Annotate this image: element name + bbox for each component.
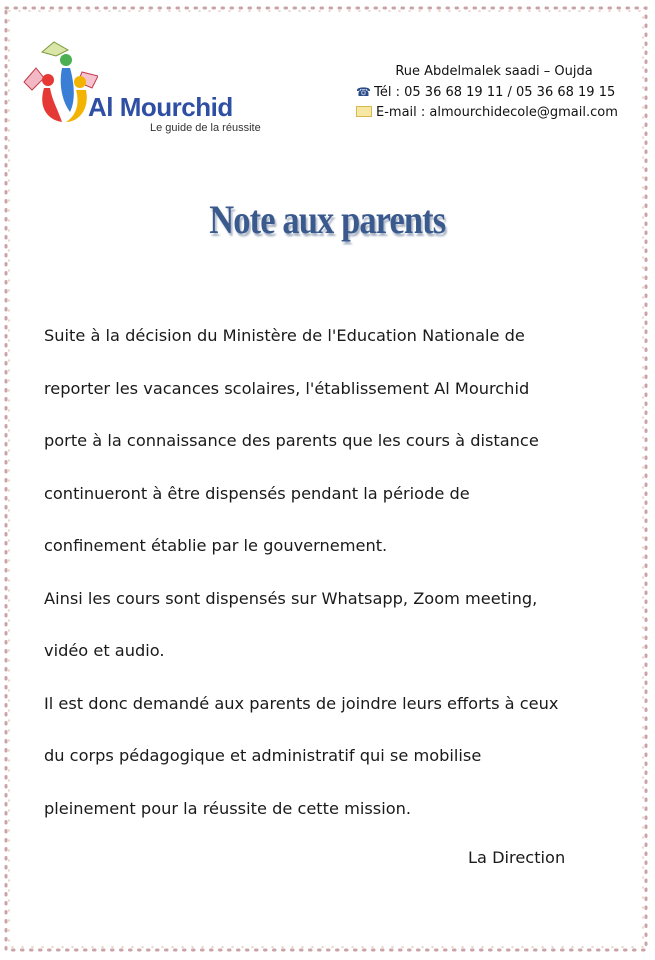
page-title: Note aux parents	[209, 197, 446, 242]
body-line: Ainsi les cours sont dispensés sur Whatsapp, Zoom meeting,	[44, 588, 538, 608]
email-line	[356, 103, 632, 123]
body-line: pleinement pour la réussite de cette mission.	[44, 798, 412, 818]
body-line: du corps pédagogique et administratif qui se mobilise	[44, 746, 482, 765]
body-line: reporter les vacances scolaires, l'établissement Al Mourchid	[44, 378, 530, 398]
body-line: confinement établie par le gouvernement.	[44, 536, 388, 555]
email-address: E-mail : almourchidecole@gmail.com	[376, 105, 618, 120]
signature: La Direction	[468, 848, 566, 867]
notice-body	[44, 318, 624, 843]
phone-line	[356, 82, 632, 103]
telephone-icon: ☎	[356, 85, 371, 99]
body-line: Suite à la décision du Ministère de l'Education Nationale de	[44, 326, 525, 345]
logo-tagline: Le guide de la réussite	[150, 122, 261, 134]
logo-name: Al Mourchid	[88, 92, 233, 122]
phone-number: Tél : 05 36 68 19 11 / 05 36 68 19 15	[374, 85, 616, 100]
contact-block	[356, 62, 632, 123]
body-line: Il est donc demandé aux parents de joindre leurs efforts à ceux	[44, 693, 559, 713]
body-line: continueront à être dispensés pendant la période de	[44, 483, 470, 503]
school-logo	[18, 38, 308, 138]
logo-figures-icon	[18, 38, 98, 128]
address: Rue Abdelmalek saadi – Oujda	[395, 64, 593, 79]
envelope-icon	[356, 106, 372, 117]
body-line: vidéo et audio.	[44, 641, 165, 660]
body-line: porte à la connaissance des parents que les cours à distance	[44, 431, 539, 450]
